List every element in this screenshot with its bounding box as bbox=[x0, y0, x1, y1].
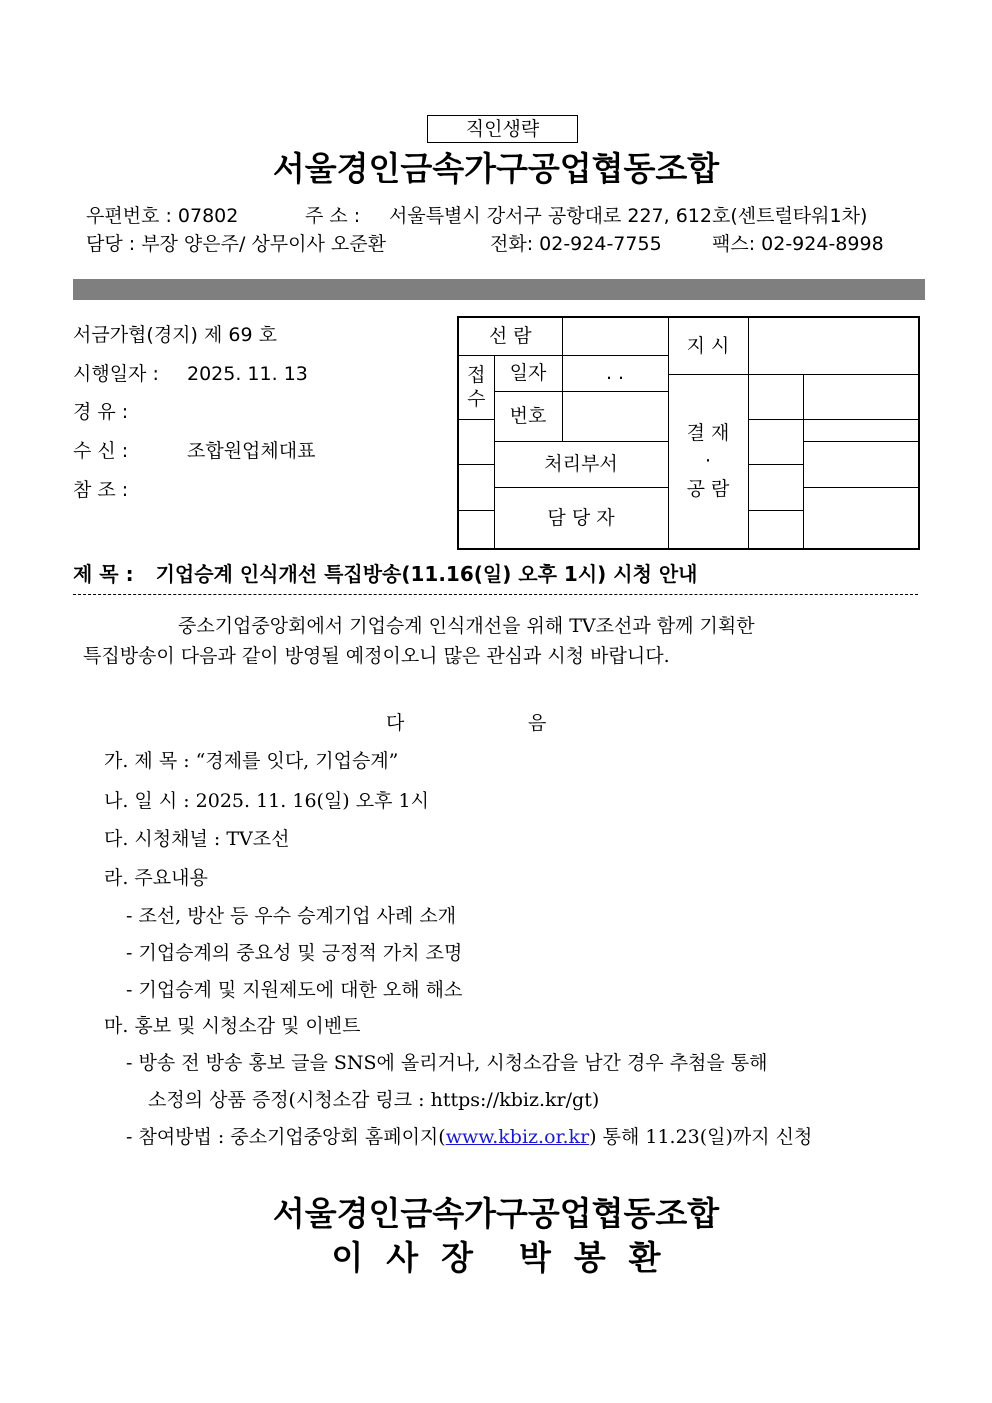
approval-label: 결 재 · 공 람 bbox=[668, 374, 748, 549]
recipient-row bbox=[73, 438, 315, 464]
header-divider-bar bbox=[73, 279, 925, 300]
reference-label: 참 조 : bbox=[73, 479, 129, 501]
recipient-value: 조합원업체대표 bbox=[187, 440, 316, 462]
event-bullet-1-line-1: - 방송 전 방송 홍보 글을 SNS에 올리거나, 시청소감을 남간 경우 추첨을 통해 bbox=[126, 1052, 768, 1074]
phone-number: 전화: 02-924-7755 bbox=[490, 233, 662, 255]
staff-cell[interactable] bbox=[803, 487, 919, 549]
recipient-label: 수 신 : bbox=[73, 440, 129, 462]
subject-text: 기업승계 인식개선 특집방송(11.16(일) 오후 1시) 시청 안내 bbox=[155, 562, 698, 586]
address: 서울특별시 강서구 공항대로 227, 612호(센트럴타워1차) bbox=[389, 205, 868, 227]
approval-table bbox=[457, 316, 920, 550]
subject-row bbox=[73, 560, 698, 588]
review-cell[interactable] bbox=[562, 317, 668, 355]
item-title: 가. 제 목 : “경제를 잇다, 기업승계” bbox=[104, 750, 399, 772]
address-label: 주 소 : bbox=[305, 205, 361, 227]
content-bullet-1: - 조선, 방산 등 우수 승계기업 사례 소개 bbox=[126, 905, 457, 927]
contact-person: 담당 : 부장 양은주/ 상무이사 오준환 bbox=[86, 233, 386, 255]
approval-cell[interactable] bbox=[458, 419, 494, 464]
dept-label: 처리부서 bbox=[494, 441, 668, 487]
approval-cell[interactable] bbox=[458, 464, 494, 510]
fax-number: 팩스: 02-924-8998 bbox=[712, 233, 884, 255]
subject-divider bbox=[73, 594, 918, 595]
review-label: 선 람 bbox=[458, 317, 562, 355]
receipt-label: 접수 bbox=[458, 355, 494, 419]
staff-label: 담 당 자 bbox=[494, 487, 668, 549]
postal-code: 우편번호 : 07802 bbox=[86, 205, 239, 227]
content-bullet-2: - 기업승계의 중요성 및 긍정적 가치 조명 bbox=[126, 942, 463, 964]
directive-label: 지 시 bbox=[668, 317, 748, 374]
item-event: 마. 홍보 및 시청소감 및 이벤트 bbox=[104, 1015, 361, 1037]
via-label: 경 유 : bbox=[73, 401, 129, 423]
event-bullet-1-line-2: 소정의 상품 증정(시청소감 링크 : https://kbiz.kr/gt) bbox=[148, 1089, 600, 1111]
content-bullet-3: - 기업승계 및 지원제도에 대한 오해 해소 bbox=[126, 979, 463, 1001]
signature-org-name: 서울경인금속가구공업협동조합 bbox=[272, 1194, 720, 1233]
event-bullet-2-prefix: - 참여방법 : 중소기업중앙회 홈페이지( bbox=[126, 1126, 446, 1148]
section-heading-left: 다 bbox=[386, 712, 405, 734]
kbiz-homepage-link[interactable]: www.kbiz.or.kr bbox=[445, 1126, 590, 1148]
approval-cell[interactable] bbox=[458, 510, 494, 549]
section-heading-right: 음 bbox=[528, 712, 547, 734]
reference-row bbox=[73, 477, 173, 503]
intro-line-1: 중소기업중앙회에서 기업승계 인식개선을 위해 TV조선과 함께 기획한 bbox=[178, 615, 755, 637]
issue-date-label: 시행일자 : bbox=[73, 363, 159, 385]
item-main-content: 라. 주요내용 bbox=[104, 867, 208, 889]
via-row bbox=[73, 399, 173, 425]
receipt-number-label: 번호 bbox=[494, 391, 562, 441]
page-title: 서울경인금속가구공업협동조합 bbox=[272, 149, 720, 188]
issue-date-value: 2025. 11. 13 bbox=[187, 363, 308, 385]
approval-cell[interactable] bbox=[748, 464, 803, 510]
signature-chairman: 이 사 장 박 봉 환 bbox=[331, 1238, 661, 1277]
dept-cell[interactable] bbox=[803, 441, 919, 487]
stamp-omitted-note: 직인생략 bbox=[427, 115, 578, 143]
receipt-number-cell[interactable] bbox=[562, 391, 668, 441]
approval-cell[interactable] bbox=[748, 510, 803, 549]
intro-line-2: 특집방송이 다음과 같이 방영될 예정이오니 많은 관심과 시청 바랍니다. bbox=[83, 645, 670, 667]
receipt-date-label: 일자 bbox=[494, 355, 562, 391]
event-bullet-2-suffix: ) 통해 11.23(일)까지 신청 bbox=[589, 1126, 813, 1148]
item-channel: 다. 시청채널 : TV조선 bbox=[104, 828, 290, 850]
approval-cell[interactable] bbox=[748, 419, 803, 464]
receipt-date-value[interactable]: . . bbox=[562, 355, 668, 391]
event-bullet-2 bbox=[126, 1124, 812, 1150]
document-number: 서금가협(경지) 제 69 호 bbox=[73, 324, 277, 346]
approval-cell[interactable] bbox=[748, 374, 803, 419]
directive-cell[interactable] bbox=[748, 317, 919, 374]
subject-label: 제 목 : bbox=[73, 562, 134, 586]
issue-date-row bbox=[73, 361, 308, 387]
item-datetime: 나. 일 시 : 2025. 11. 16(일) 오후 1시 bbox=[104, 790, 429, 812]
approval-cell[interactable] bbox=[803, 374, 919, 419]
